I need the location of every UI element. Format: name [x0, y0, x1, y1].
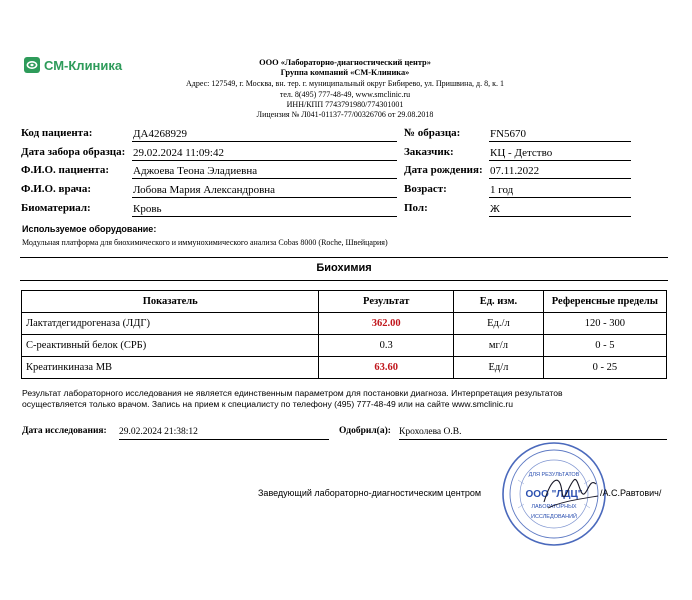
age-value: 1 год	[489, 183, 631, 198]
clinic-inn: ИНН/КПП 7743791980/774301001	[286, 100, 404, 109]
col-unit-header: Ед. изм.	[454, 291, 544, 313]
sample-no-value: FN5670	[489, 127, 631, 142]
group-name: Группа компаний «СМ-Клиника»	[280, 68, 410, 77]
table-row	[22, 335, 667, 357]
doctor-value: Лобова Мария Александровна	[132, 183, 397, 198]
row-indicator: Креатинкиназа МВ	[22, 357, 319, 379]
sex-label: Пол:	[404, 202, 428, 214]
logo-text: СМ-Клиника	[44, 57, 123, 73]
sample-date-value: 29.02.2024 11:09:42	[132, 146, 397, 161]
row-result: 0.3	[319, 335, 454, 357]
doctor-label: Ф.И.О. врача:	[21, 183, 92, 195]
row-reference: 0 - 5	[543, 335, 666, 357]
equipment-title: Используемое оборудование:	[22, 224, 157, 234]
customer-value: КЦ - Детство	[489, 146, 631, 161]
disclaimer-line-1: Результат лабораторного исследования не является единственным параметром для постановки диагноза. Интерпретация результатов	[22, 388, 563, 398]
results-table	[21, 290, 667, 379]
col-result-header: Результат	[319, 291, 454, 313]
disclaimer	[22, 388, 563, 410]
clinic-license: Лицензия № Л041-01137-77/00326706 от 29.08.2018	[256, 110, 434, 119]
svg-text:ДЛЯ РЕЗУЛЬТАТОВ: ДЛЯ РЕЗУЛЬТАТОВ	[528, 472, 580, 478]
clinic-address: Адрес: 127549, г. Москва, вн. тер. г. муниципальный округ Бибирево, ул. Пришвина, д. 8, к. 1	[186, 79, 504, 88]
org-name: ООО «Лабораторно-диагностический центр»	[259, 58, 431, 67]
col-reference-header: Референсные пределы	[543, 291, 666, 313]
birth-date-label: Дата рождения:	[404, 164, 483, 176]
approved-label: Одобрил(а):	[339, 426, 391, 436]
section-title: Биохимия	[316, 262, 372, 274]
patient-name-value: Аджоева Теона Эладиевна	[132, 164, 397, 179]
study-date-value: 29.02.2024 21:38:12	[119, 426, 329, 440]
svg-text:ООО "ЛДЦ": ООО "ЛДЦ"	[525, 489, 583, 500]
logo-mark-icon	[24, 57, 40, 73]
biomaterial-value: Кровь	[132, 202, 397, 217]
signature-scribble	[540, 466, 602, 516]
results-header-row	[22, 291, 667, 313]
row-unit: Ед/л	[454, 357, 544, 379]
disclaimer-line-2: осуществляется только врачом. Запись на прием к специалисту по телефону (495) 777-48-49 или на сайте www.smclinic.ru	[22, 399, 514, 409]
row-reference: 0 - 25	[543, 357, 666, 379]
clinic-contacts: тел. 8(495) 777-48-49, www.smclinic.ru	[279, 90, 411, 99]
row-indicator: С-реактивный белок (СРБ)	[22, 335, 319, 357]
row-reference: 120 - 300	[543, 313, 666, 335]
birth-date-value: 07.11.2022	[489, 164, 631, 179]
lab-head-label: Заведующий лабораторно-диагностическим центром	[258, 488, 482, 498]
col-indicator-header: Показатель	[22, 291, 319, 313]
approved-value: Крохолева О.В.	[399, 426, 667, 440]
biomaterial-label: Биоматериал:	[21, 202, 91, 214]
row-unit: Ед./л	[454, 313, 544, 335]
clinic-logo	[24, 57, 122, 73]
table-row	[22, 313, 667, 335]
row-unit: мг/л	[454, 335, 544, 357]
table-row	[22, 357, 667, 379]
row-result-flagged: 63.60	[319, 357, 454, 379]
sex-value: Ж	[489, 202, 631, 217]
sample-date-label: Дата забора образца:	[21, 146, 126, 158]
svg-text:ЛАБОРАТОРНЫХ: ЛАБОРАТОРНЫХ	[531, 504, 577, 510]
study-date-label: Дата исследования:	[22, 426, 107, 436]
customer-label: Заказчик:	[404, 146, 454, 158]
sample-no-label: № образца:	[404, 127, 461, 139]
row-indicator: Лактатдегидрогеназа (ЛДГ)	[22, 313, 319, 335]
row-result-flagged: 362.00	[319, 313, 454, 335]
lab-head-signature: /А.С.Равтович/	[600, 488, 662, 498]
section-bottom-rule	[20, 280, 668, 281]
age-label: Возраст:	[404, 183, 447, 195]
svg-text:ИССЛЕДОВАНИЙ: ИССЛЕДОВАНИЙ	[530, 514, 578, 520]
patient-code-value: ДА4268929	[132, 127, 397, 142]
section-top-rule	[20, 257, 668, 258]
patient-code-label: Код пациента:	[21, 127, 93, 139]
equipment-text: Модульная платформа для биохимического и иммунохимического анализа Cobas 8000 (Roche, Швейцария)	[22, 238, 388, 247]
patient-name-label: Ф.И.О. пациента:	[21, 164, 109, 176]
